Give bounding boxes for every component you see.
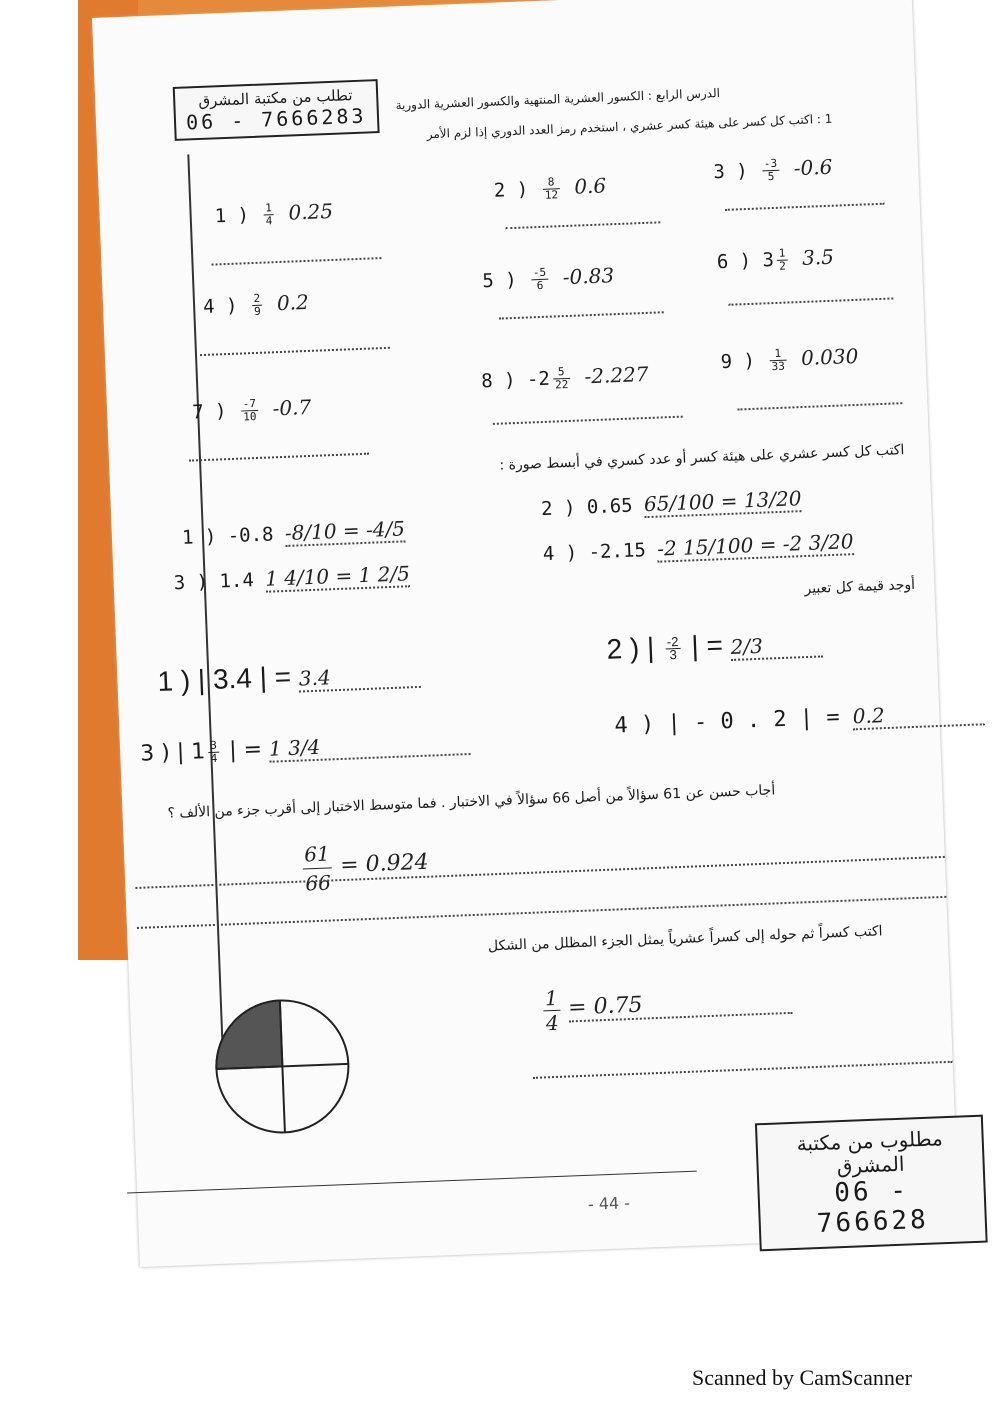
fraction: $\frac{8}{12}$ bbox=[542, 176, 560, 202]
handwritten-answer: 3.4 bbox=[298, 662, 421, 693]
q2-item-3: 3 ) 1.4 1 4/10 = 1 2/5 bbox=[173, 561, 411, 595]
fraction: $\frac{1}{33}$ bbox=[769, 348, 787, 374]
bottom-rule bbox=[127, 1171, 697, 1194]
answer-line bbox=[189, 453, 369, 462]
handwritten-answer: 0.030 bbox=[800, 343, 859, 371]
q1-item-7: 7 ) $\frac{-7}{10}$ -0.7 bbox=[191, 394, 312, 424]
q2-item-2: 2 ) 0.65 65/100 = 13/20 bbox=[540, 486, 802, 521]
fraction: $\frac{3}{4}$ bbox=[209, 738, 218, 765]
answer-line bbox=[728, 297, 893, 305]
answer-line bbox=[533, 1061, 953, 1079]
fraction: $\frac{1}{4}$ bbox=[544, 985, 560, 1036]
page-number: - 44 - bbox=[587, 1193, 631, 1214]
fraction: $\frac{5}{22}$ bbox=[552, 366, 570, 392]
answer-line bbox=[135, 856, 944, 889]
worksheet-page bbox=[92, 0, 959, 1267]
answer-line bbox=[493, 416, 683, 425]
handwritten-answer: 0.2 bbox=[276, 289, 310, 316]
handwritten-answer: = 0.924 bbox=[339, 849, 430, 879]
q1-item-3: 3 ) $\frac{-3}{5}$ -0.6 bbox=[712, 154, 833, 184]
q2-instruction: اكتب كل كسر عشري على هيئة كسر أو عدد كسري في أبسط صورة : bbox=[499, 442, 905, 474]
stamp-phone: 06 - 7666283 bbox=[185, 103, 367, 135]
fraction: $\frac{-5}{6}$ bbox=[531, 267, 549, 293]
stamp-text: تطلب من مكتبة المشرق bbox=[198, 86, 353, 110]
fraction: $\frac{-7}{10}$ bbox=[242, 396, 257, 424]
scanner-watermark: Scanned by CamScanner bbox=[692, 1365, 912, 1390]
library-stamp bbox=[173, 79, 379, 141]
handwritten-answer: 0.25 bbox=[288, 198, 334, 225]
q3-instruction: أوجد قيمة كل تعبير bbox=[804, 576, 916, 598]
answer-line bbox=[725, 203, 885, 211]
q3-item-2: 2 ) | $\frac{-2}{3}$ | = 2/3 bbox=[606, 625, 823, 665]
q1-item-6: 6 ) 3 $\frac{1}{2}$ 3.5 bbox=[716, 244, 835, 274]
handwritten-answer: -0.7 bbox=[272, 394, 312, 421]
handwritten-answer: 2/3 bbox=[730, 631, 823, 661]
margin-line bbox=[187, 154, 224, 1053]
lesson-title: الدرس الرابع : الكسور العشرية المنتهية والكسور العشرية الدورية bbox=[395, 85, 721, 113]
q1-item-2: 2 ) $\frac{8}{12}$ 0.6 bbox=[493, 173, 607, 202]
q1-item-5: 5 ) $\frac{-5}{6}$ -0.83 bbox=[481, 263, 615, 293]
handwritten-answer: 0.6 bbox=[573, 173, 607, 199]
q5-instruction: اكتب كسراً ثم حوله إلى كسراً عشرياً يمثل الجزء المظلل من الشكل bbox=[487, 923, 883, 955]
stamp-phone: 06 - 766628 bbox=[816, 1175, 930, 1240]
answer-line bbox=[505, 221, 660, 229]
fraction: $\frac{61}{66}$ bbox=[302, 839, 334, 897]
library-stamp-bottom bbox=[755, 1115, 988, 1252]
q2-item-1: 1 ) -0.8 -8/10 = -4/5 bbox=[181, 516, 406, 549]
answer-line bbox=[137, 896, 946, 929]
q4-instruction: أجاب حسن عن 61 سؤالاً من أصل 66 سؤالاً في الاختبار . فما متوسط الاختبار إلى أقرب جزء من الألف ؟ bbox=[167, 782, 776, 822]
fraction: $\frac{-2}{3}$ bbox=[666, 634, 679, 663]
q2-item-4: 4 ) -2.15 -2 15/100 = -2 3/20 bbox=[542, 529, 854, 566]
handwritten-answer: -0.6 bbox=[793, 154, 833, 181]
fraction: $\frac{-3}{5}$ bbox=[762, 158, 780, 184]
handwritten-answer: = 0.75 bbox=[568, 987, 793, 1023]
q5-answer bbox=[540, 977, 794, 1036]
q1-item-8: 8 ) -2 $\frac{5}{22}$ -2.227 bbox=[480, 361, 649, 393]
fraction: $\frac{1}{2}$ bbox=[778, 246, 787, 273]
shaded-quarter bbox=[214, 1001, 282, 1069]
fraction: $\frac{1}{4}$ bbox=[264, 201, 273, 228]
q3-item-1: 1 ) | 3.4 | = 3.4 bbox=[157, 656, 421, 698]
handwritten-answer: -2 15/100 = -2 3/20 bbox=[656, 529, 854, 561]
q1-item-1: 1 ) $\frac{1}{4}$ 0.25 bbox=[214, 198, 334, 228]
handwritten-answer: -2.227 bbox=[584, 361, 649, 389]
answer-line bbox=[737, 402, 902, 410]
q1-item-9: 9 ) $\frac{1}{33}$ 0.030 bbox=[720, 343, 859, 374]
answer-line bbox=[499, 311, 664, 319]
handwritten-answer: 0.2 bbox=[852, 699, 985, 730]
stamp-text: مطلوب من مكتبة المشرق bbox=[796, 1126, 944, 1179]
q1-instruction: 1 : اكتب كل كسر على هيئة كسر عشري ، استخدم رمز العدد الدوري إذا لزم الأمر bbox=[426, 111, 833, 142]
handwritten-answer: 1 4/10 = 1 2/5 bbox=[264, 561, 411, 591]
q3-item-4: 4 ) | - 0 . 2 | = 0.2 bbox=[614, 699, 985, 738]
answer-line bbox=[212, 257, 382, 266]
handwritten-answer: 1 3/4 bbox=[269, 729, 471, 763]
handwritten-answer: -8/10 = -4/5 bbox=[284, 516, 406, 545]
handwritten-answer: 65/100 = 13/20 bbox=[643, 486, 802, 517]
q3-item-3: 3 ) | 1 $\frac{3}{4}$ | = 1 3/4 bbox=[140, 729, 471, 767]
answer-line bbox=[200, 347, 390, 356]
handwritten-answer: 3.5 bbox=[801, 244, 835, 270]
handwritten-answer: -0.83 bbox=[562, 263, 615, 290]
q4-answer bbox=[299, 836, 430, 898]
fraction: $\frac{2}{9}$ bbox=[253, 291, 262, 318]
shaded-circle-figure bbox=[210, 994, 355, 1139]
q1-item-4: 4 ) $\frac{2}{9}$ 0.2 bbox=[202, 289, 310, 318]
